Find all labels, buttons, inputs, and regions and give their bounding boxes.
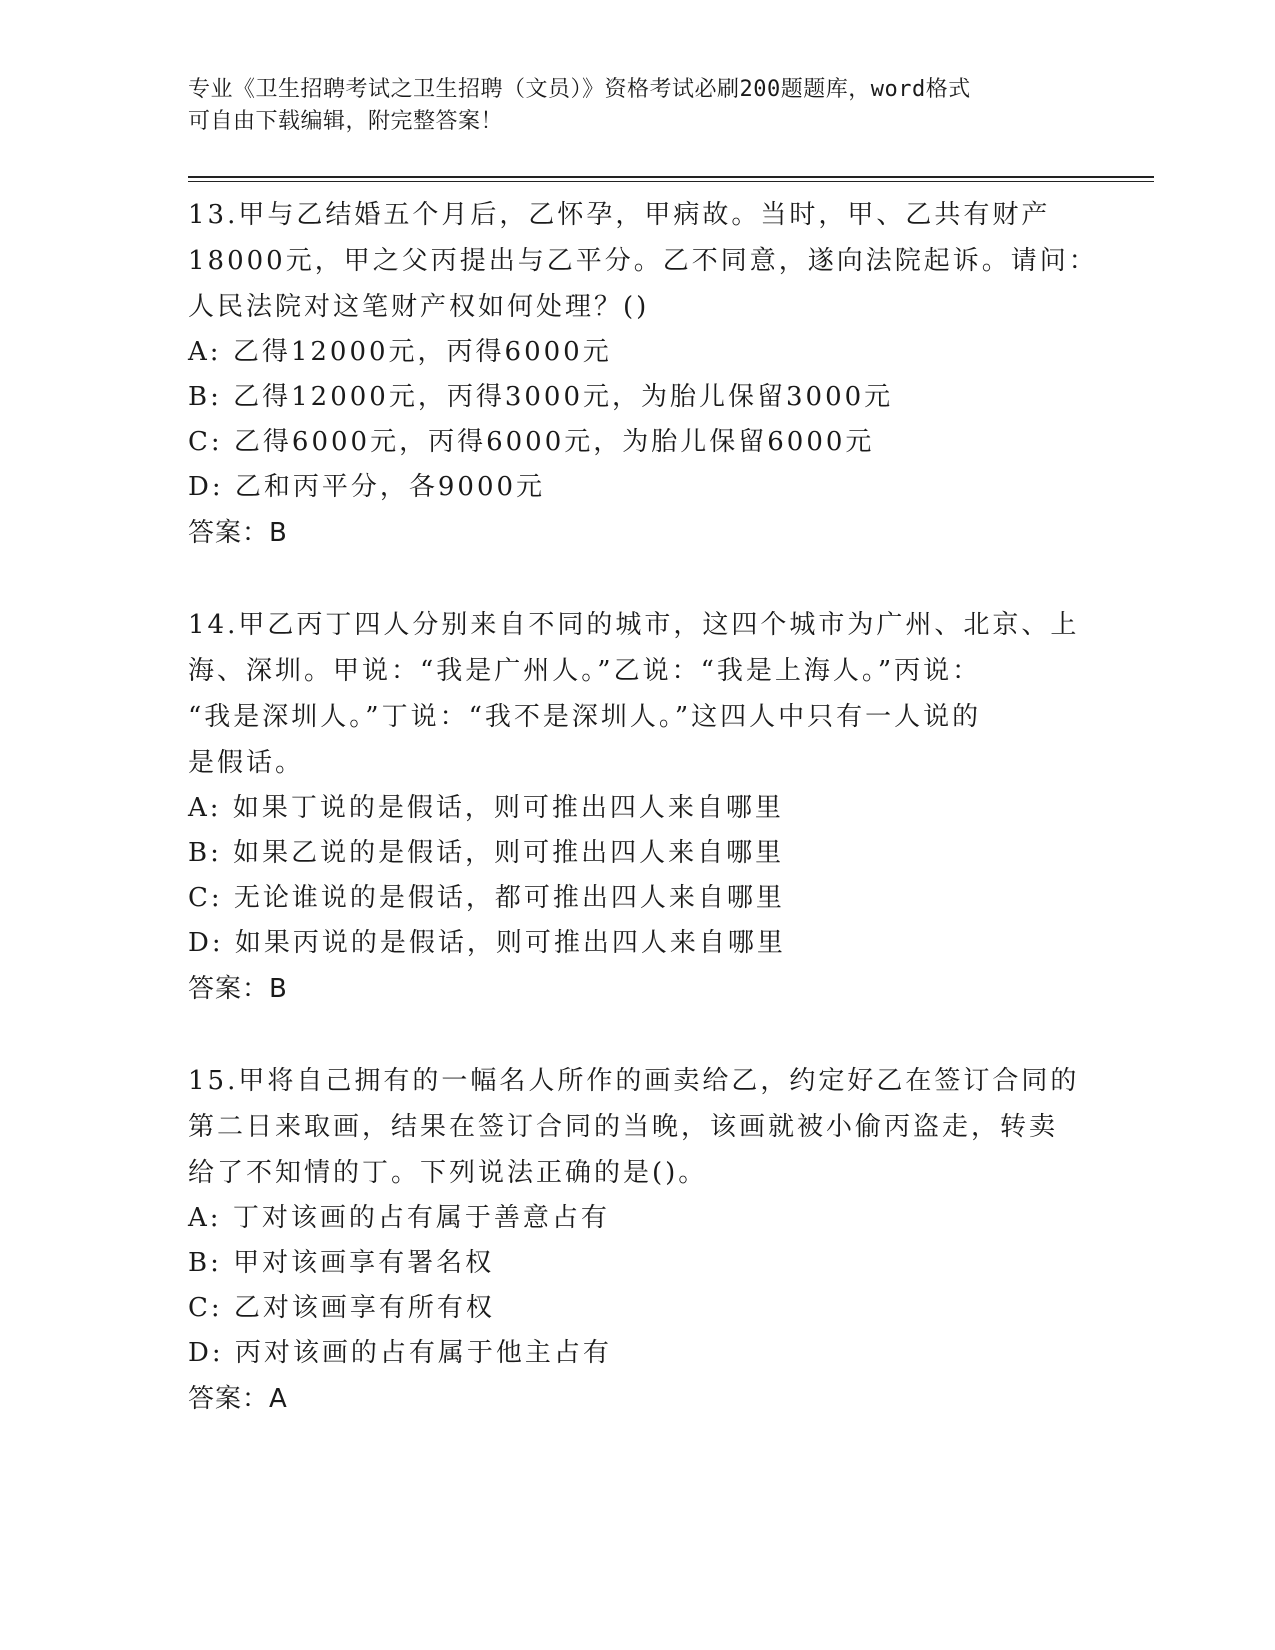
question-list: [188, 192, 1098, 1468]
option-c: [188, 1286, 1088, 1331]
stem-line: 14.甲乙丙丁四人分别来自不同的城市，这四个城市为广州、北京、上: [188, 610, 1080, 640]
option-text: 乙得6000元，丙得6000元，为胎儿保留6000元: [233, 427, 875, 457]
option-text: 乙对该画享有所有权: [233, 1293, 495, 1323]
option-text: 丙对该画的占有属于他主占有: [234, 1338, 612, 1368]
option-text: 如果乙说的是假话，则可推出四人来自哪里: [233, 838, 785, 868]
question-stem: [188, 1058, 1088, 1196]
answer: 答案：B: [188, 974, 288, 1004]
stem-line: 15.甲将自己拥有的一幅名人所作的画卖给乙，约定好乙在签订合同的: [188, 1066, 1080, 1096]
stem-line: 给了不知情的丁。下列说法正确的是()。: [188, 1158, 708, 1188]
stem-line: 人民法院对这笔财产权如何处理？(): [188, 292, 650, 322]
option-b: [188, 831, 1088, 876]
option-text: 丁对该画的占有属于善意占有: [232, 1203, 610, 1233]
option-d: [188, 1331, 1088, 1376]
stem-line: 18000元，甲之父丙提出与乙平分。乙不同意，遂向法院起诉。请问：: [188, 246, 1098, 276]
option-key: B:: [188, 1248, 222, 1278]
option-key: C:: [188, 883, 223, 913]
option-text: 乙和丙平分，各9000元: [234, 472, 546, 502]
option-key: B:: [188, 838, 222, 868]
option-key: A:: [188, 337, 222, 367]
stem-line: “我是深圳人。”丁说：“我不是深圳人。”这四人中只有一人说的: [188, 702, 982, 732]
option-key: C:: [188, 427, 223, 457]
option-key: A:: [188, 793, 222, 823]
option-text: 如果丁说的是假话，则可推出四人来自哪里: [232, 793, 784, 823]
header-line: 专业《卫生招聘考试之卫生招聘（文员）》资格考试必刷200题题库，word格式: [188, 77, 971, 102]
answer: 答案：A: [188, 1384, 288, 1414]
option-key: C:: [188, 1293, 223, 1323]
option-b: [188, 1241, 1088, 1286]
question-14: [188, 602, 1088, 1012]
stem-line: 是假话。: [188, 748, 305, 778]
stem-line: 海、深圳。甲说：“我是广州人。”乙说：“我是上海人。”丙说：: [188, 656, 982, 686]
option-key: A:: [188, 1203, 222, 1233]
option-text: 无论谁说的是假话，都可推出四人来自哪里: [233, 883, 785, 913]
option-c: [188, 876, 1088, 921]
option-key: B:: [188, 382, 222, 412]
option-key: D:: [188, 928, 224, 958]
option-text: 乙得12000元，丙得6000元: [232, 337, 612, 367]
stem-line: 第二日来取画，结果在签订合同的当晚，该画就被小偷丙盗走，转卖: [188, 1112, 1059, 1142]
question-stem: [188, 192, 1098, 330]
option-a: [188, 1196, 1088, 1241]
question-15: [188, 1058, 1088, 1422]
option-c: [188, 420, 1088, 465]
option-text: 甲对该画享有署名权: [233, 1248, 495, 1278]
option-text: 如果丙说的是假话，则可推出四人来自哪里: [234, 928, 786, 958]
option-text: 乙得12000元，丙得3000元，为胎儿保留3000元: [233, 382, 894, 412]
option-key: D:: [188, 472, 224, 502]
question-stem: [188, 602, 1088, 786]
option-d: [188, 465, 1088, 510]
option-a: [188, 786, 1088, 831]
question-13: [188, 192, 1098, 556]
option-d: [188, 921, 1088, 966]
header-divider: [188, 176, 1154, 182]
answer: 答案：B: [188, 518, 288, 548]
page-header: [188, 74, 1068, 138]
header-line: 可自由下载编辑，附完整答案！: [188, 109, 504, 134]
option-b: [188, 375, 1088, 420]
option-key: D:: [188, 1338, 224, 1368]
option-a: [188, 330, 1088, 375]
stem-line: 13.甲与乙结婚五个月后，乙怀孕，甲病故。当时，甲、乙共有财产: [188, 200, 1051, 230]
